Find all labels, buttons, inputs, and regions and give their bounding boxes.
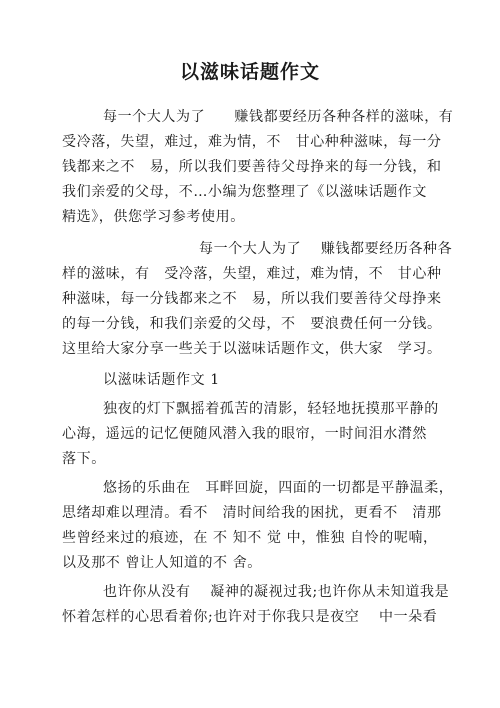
- paragraph-line: 悠扬的乐曲在 耳畔回旋，四面的一切都是平静温柔，: [103, 480, 454, 496]
- paragraph-line: 落下。: [62, 451, 106, 467]
- paragraph-line: 的每一分钱，和我们亲爱的父母，不 要浪费任何一分钱。: [62, 316, 442, 332]
- paragraph-line: 些曾经来过的痕迹，在 不 知不 觉 中，惟独 自怜的呢喃，: [62, 530, 438, 546]
- paragraph-line: 怀着怎样的心思看着你;也许对于你我只是夜空 中一朵看: [62, 609, 438, 625]
- document-title: 以滋味话题作文: [179, 61, 320, 83]
- paragraph-line: 这里给大家分享一些关于以滋味话题作文，供大家 学习。: [62, 341, 442, 357]
- paragraph-line: 种滋味，每一分钱都来之不 易，所以我们要善待父母挣来: [62, 291, 442, 307]
- paragraph-line: 心海，遥远的记忆便随风潜入我的眼帘，一时间泪水潸然: [62, 426, 427, 442]
- paragraph-line: 思绪却难以理清。看不 清时间给我的困扰，更看不 清那: [62, 505, 442, 521]
- paragraph-line: 受冷落，失望，难过，难为情，不 甘心种种滋味，每一分: [62, 134, 442, 150]
- paragraph-line: 以及那不 曾让人知道的不 舍。: [62, 555, 262, 571]
- paragraph-line: 每一个大人为了 赚钱都要经历各种各样的滋味，有: [103, 109, 454, 125]
- paragraph-line: 钱都来之不 易，所以我们要善待父母挣来的每一分钱，和: [62, 159, 442, 175]
- paragraph-line: 样的滋味，有 受冷落，失望，难过，难为情，不 甘心种: [62, 266, 442, 282]
- paragraph-line: 独夜的灯下飘摇着孤苦的清影，轻轻地抚摸那平静的: [103, 401, 439, 417]
- section-heading: 以滋味话题作文 1: [103, 372, 220, 388]
- paragraph-line: 每一个大人为了 赚钱都要经历各种各: [199, 241, 453, 257]
- paragraph-line: 精选》，供您学习参考使用。: [62, 209, 245, 225]
- paragraph-line: 我们亲爱的父母，不…小编为您整理了《以滋味话题作文: [62, 184, 427, 200]
- paragraph-line: 也许你从没有 凝神的凝视过我;也许你从未知道我是: [103, 584, 450, 600]
